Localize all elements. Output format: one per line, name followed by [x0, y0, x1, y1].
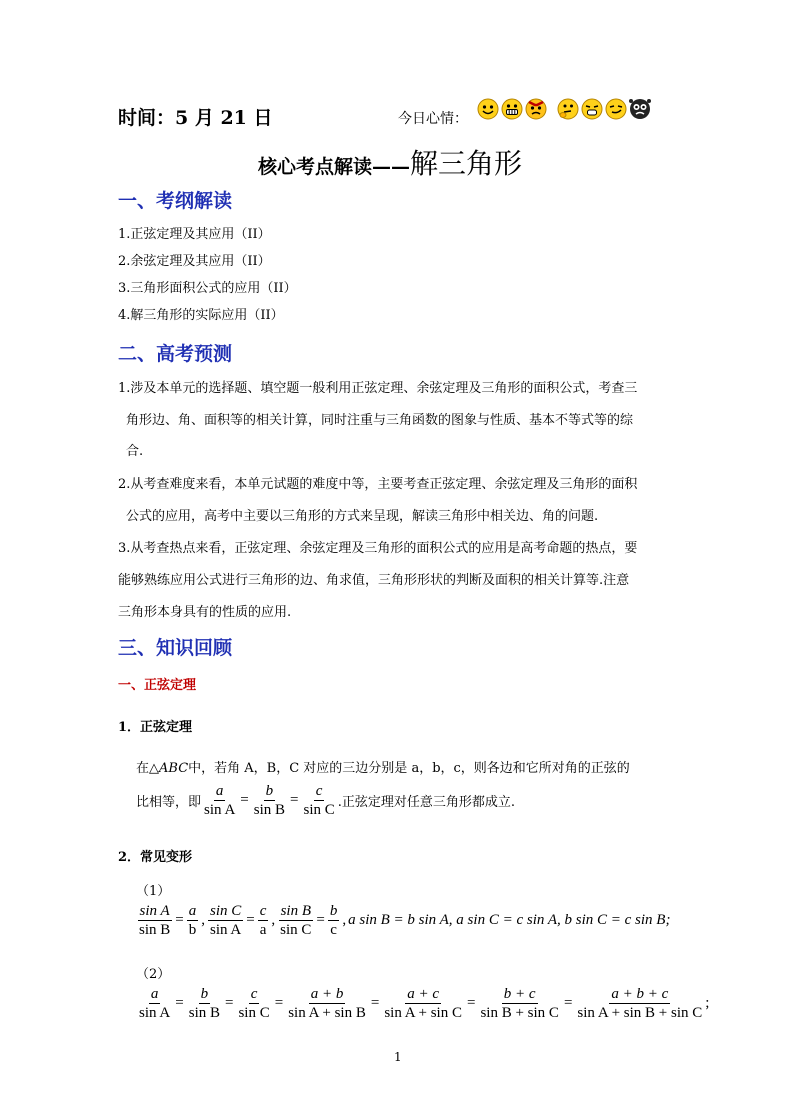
- smirk-face-icon: [604, 97, 628, 121]
- item2-title: 2．常见变形: [118, 850, 193, 865]
- section1-heading: 一、考纲解读: [118, 190, 233, 212]
- prediction-p3-line: 三角形本身具有的性质的应用.: [118, 605, 292, 620]
- prediction-p1-line: 角形边、角、面积等的相关计算，同时注重与三角函数的图象与性质、基本不等式等的综: [126, 413, 634, 428]
- math-operator: =: [274, 995, 284, 1011]
- math-operator: =: [240, 792, 249, 808]
- fraction: [278, 903, 313, 938]
- fraction-numerator: a + b: [310, 986, 344, 1002]
- syllabus-item: 3.三角形面积公式的应用（II）: [118, 281, 297, 296]
- math-operator: =: [246, 912, 255, 928]
- mood-label: 今日心情：: [398, 111, 468, 127]
- fraction-denominator: sin C: [303, 802, 335, 818]
- fraction: [258, 903, 269, 938]
- fraction: [478, 986, 560, 1021]
- fraction: [208, 903, 243, 938]
- fraction: [137, 986, 172, 1021]
- fraction-denominator: sin A + sin B: [288, 1005, 366, 1021]
- fraction: [328, 903, 340, 938]
- case2-formula: [136, 986, 709, 1021]
- page-number: 1: [394, 1050, 402, 1064]
- fraction-numerator: a: [150, 986, 159, 1002]
- fraction-denominator: sin A + sin B + sin C: [577, 1005, 703, 1021]
- math-operator: =: [225, 995, 234, 1011]
- prediction-p1-line: 合.: [126, 444, 144, 459]
- fraction-denominator: sin B: [188, 1005, 220, 1021]
- fraction-denominator: sin B + sin C: [480, 1005, 559, 1021]
- fraction-numerator: c: [315, 783, 323, 799]
- math-operator: =: [370, 995, 380, 1011]
- section3-heading: 三、知识回顾: [118, 637, 233, 659]
- case1-formula: [136, 903, 670, 938]
- fraction-numerator: c: [259, 903, 267, 919]
- fraction: [286, 986, 368, 1021]
- prediction-p3-line: 能够熟练应用公式进行三角形的边、角求值，三角形形状的判断及面积的相关计算等.注意: [118, 573, 630, 588]
- angry-face-icon: [524, 97, 548, 121]
- fraction: [202, 783, 237, 818]
- fraction-numerator: a + b + c: [611, 986, 669, 1002]
- math-operator: ,: [201, 912, 205, 928]
- math-operator: =: [466, 995, 476, 1011]
- fraction-numerator: c: [250, 986, 258, 1002]
- triangle-abc: △ABC: [149, 761, 189, 776]
- law-statement-line1: 在△ABC中，若角 A，B，C 对应的三边分别是 a，b，c，则各边和它所对角的正弦的: [136, 761, 630, 776]
- fraction: [382, 986, 464, 1021]
- sine-law-formula: [201, 783, 338, 818]
- fraction-numerator: b: [265, 783, 274, 799]
- math-operator: ,: [271, 912, 276, 928]
- date-line: 时间：5 月 21 日: [118, 107, 273, 129]
- fraction: [236, 986, 271, 1021]
- fraction-denominator: b: [188, 922, 197, 938]
- mood-icons: [476, 97, 652, 121]
- subsection-heading: 一、正弦定理: [118, 678, 197, 693]
- syllabus-item: 1.正弦定理及其应用（II）: [118, 227, 271, 242]
- math-operator: =: [290, 792, 299, 808]
- fraction-numerator: a: [188, 903, 197, 919]
- fraction: [252, 783, 287, 818]
- syllabus-item: 2.余弦定理及其应用（II）: [118, 254, 271, 269]
- fraction-denominator: sin C: [280, 922, 312, 938]
- fraction-numerator: a + c: [407, 986, 440, 1002]
- title-main: 解三角形: [410, 147, 523, 180]
- fraction-numerator: sin A: [139, 903, 170, 919]
- fraction-numerator: b: [200, 986, 209, 1002]
- fraction-denominator: sin B: [139, 922, 171, 938]
- section2-heading: 二、高考预测: [118, 343, 233, 365]
- ghost-face-icon: [628, 97, 652, 121]
- case2-tail: ;: [705, 995, 710, 1011]
- fraction: [187, 986, 222, 1021]
- fraction: [187, 903, 199, 938]
- fraction: [301, 783, 336, 818]
- case1-tail: a sin B = b sin A, a sin C = c sin A, b sin C = c sin B;: [348, 912, 671, 928]
- fraction-denominator: sin A: [139, 1005, 171, 1021]
- prediction-p2-line: 公式的应用，高考中主要以三角形的方式来呈现，解读三角形中相关边、角的问题.: [126, 509, 599, 524]
- fraction-denominator: sin C: [238, 1005, 270, 1021]
- fraction: [137, 903, 172, 938]
- smile-face-icon: [476, 97, 500, 121]
- prediction-p3-line: 3.从考查热点来看，正弦定理、余弦定理及三角形的面积公式的应用是高考命题的热点，要: [118, 541, 638, 556]
- document-title: [258, 142, 522, 182]
- syllabus-item: 4.解三角形的实际应用（II）: [118, 308, 284, 323]
- tired-face-icon: [580, 97, 604, 121]
- case2-label: （2）: [136, 967, 171, 982]
- case1-label: （1）: [136, 884, 171, 899]
- fraction-denominator: a: [259, 922, 267, 938]
- title-prefix: 核心考点解读——: [258, 156, 411, 178]
- fraction-denominator: sin A: [209, 922, 242, 938]
- law-statement-line2: 比相等，即 $\frac{a}{\text{sin A}}$ = $\frac{b}{\text{sin B}}$ = $\frac{c}{\text{sin C}}$ .正弦定理对任意三角形都成立.: [136, 783, 516, 818]
- math-operator: =: [316, 912, 325, 928]
- math-operator: =: [175, 912, 184, 928]
- fraction: [575, 986, 704, 1021]
- prediction-p2-line: 2.从考查难度来看，本单元试题的难度中等，主要考查正弦定理、余弦定理及三角形的面积: [118, 477, 638, 492]
- fraction-denominator: sin A: [204, 802, 236, 818]
- fraction-numerator: b: [329, 903, 338, 919]
- math-operator: =: [563, 995, 573, 1011]
- grin-face-icon: [500, 97, 524, 121]
- thinking-face-icon: [556, 97, 580, 121]
- fraction-numerator: a: [215, 783, 224, 799]
- item1-title: 1．正弦定理: [118, 720, 193, 735]
- prediction-p1-line: 1.涉及本单元的选择题、填空题一般利用正弦定理、余弦定理及三角形的面积公式，考查三: [118, 381, 638, 396]
- fraction-denominator: sin A + sin C: [384, 1005, 462, 1021]
- math-operator: =: [175, 995, 184, 1011]
- fraction-numerator: sin B: [280, 903, 311, 919]
- fraction-numerator: b + c: [503, 986, 536, 1002]
- fraction-denominator: sin B: [253, 802, 286, 818]
- fraction-denominator: c: [330, 922, 337, 938]
- fraction-numerator: sin C: [209, 903, 242, 919]
- math-operator: ,: [342, 912, 347, 928]
